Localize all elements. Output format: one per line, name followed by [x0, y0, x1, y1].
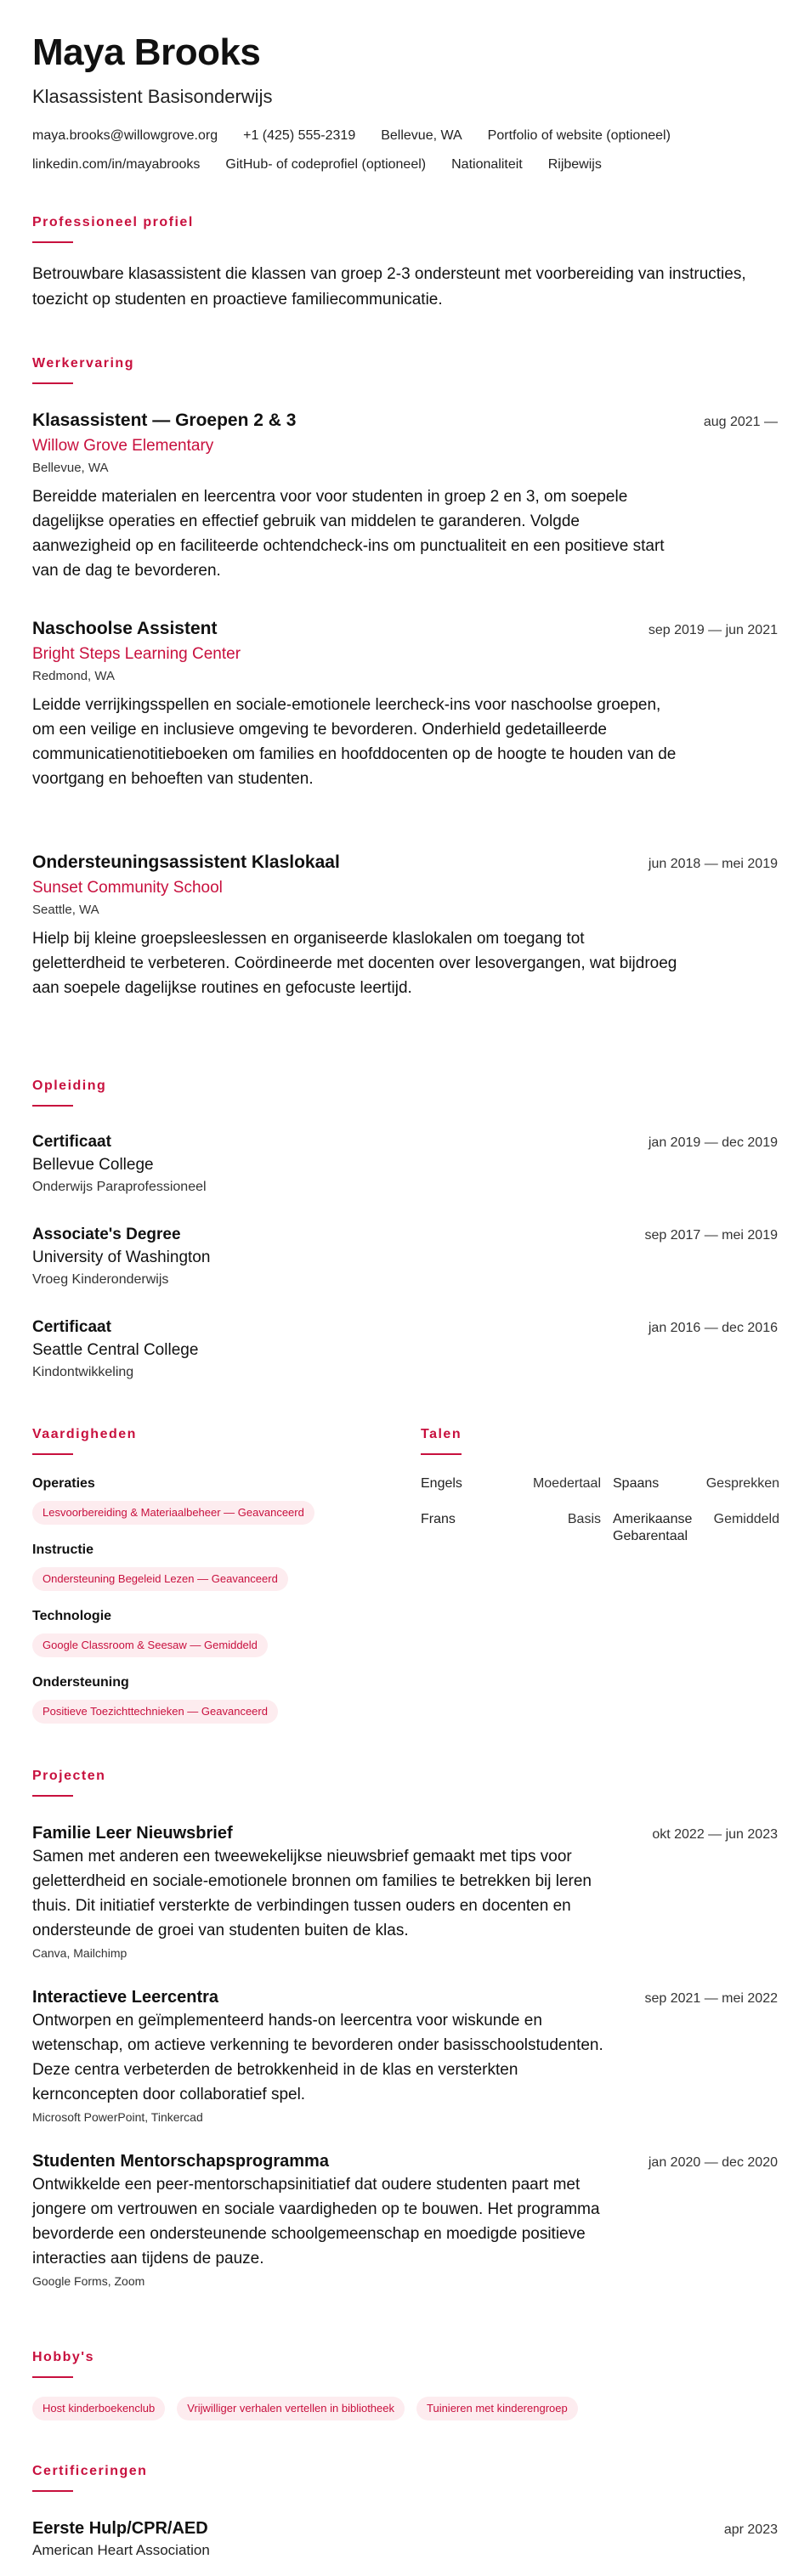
language-level: Gesprekken: [705, 1476, 779, 1491]
contact-location: Bellevue, WA: [381, 128, 462, 143]
job-description: Hielp bij kleine groepsleeslessen en organiseerde klaslokalen om toegang tot geletterdheid te verbeteren. Coördineerde met docenten over lesovergangen, wat bijdroeg aan soepele dagelijkse routines en gefocuste leertijd.: [32, 930, 677, 997]
section-heading: Talen: [421, 1427, 462, 1441]
experience-entry: [32, 410, 778, 583]
job-title: Klasassistent — Groepen 2 & 3: [32, 410, 297, 430]
contact-phone[interactable]: +1 (425) 555-2319: [243, 128, 356, 143]
skill-pill: Lesvoorbereiding & Materiaalbeheer — Geavanceerd: [32, 1501, 314, 1525]
job-dates: jun 2018 — mei 2019: [648, 857, 778, 871]
skill-pill: Ondersteuning Begeleid Lezen — Geavanceerd: [32, 1567, 288, 1591]
skill-group: [32, 1475, 406, 1525]
skill-category: Operaties: [32, 1476, 95, 1491]
education-dates: sep 2017 — mei 2019: [644, 1228, 778, 1243]
degree: Certificaat: [32, 1133, 111, 1151]
education-entry: [32, 1317, 778, 1382]
job-description: Bereidde materialen en leercentra voor voor studenten in groep 2 en 3, om soepele dagelijkse operaties en effectief gebruik van middelen te garanderen. Volgde aanwezigheid op en faciliteerde ochtendcheck-ins om punctualiteit en een positieve start van de dag te bevorderen.: [32, 488, 665, 580]
education-entry: [32, 1132, 778, 1197]
skill-category: Instructie: [32, 1543, 94, 1557]
project-title: Interactieve Leercentra: [32, 1988, 219, 2007]
project-description: Ontworpen en geïmplementeerd hands-on leercentra voor wiskunde en wetenschap, om actieve verkenning te bevorderen onder basisschoolstudenten. Deze centra verbeterden de betrokkenheid in de klas en versterkten kernconcepten door collaboratief spel.: [32, 2012, 603, 2103]
job-description: Leidde verrijkingsspellen en sociale-emotionele leercheck-ins voor naschoolse groepen, om een veilige en inclusieve omgeving te bevorderen. Onderhield gedetailleerde communicatienotitieboeken om families en hoofddocenten op de hoogte te houden van de voortgang en behoeften van studenten.: [32, 696, 677, 788]
degree: Certificaat: [32, 1318, 111, 1336]
degree: Associate's Degree: [32, 1226, 181, 1243]
skill-group: [32, 1608, 406, 1657]
contact-list: [32, 127, 778, 173]
certification-date: apr 2023: [723, 2522, 778, 2537]
field-of-study: Vroeg Kinderonderwijs: [32, 1272, 169, 1287]
section-heading: Hobby's: [32, 2350, 94, 2364]
field-of-study: Onderwijs Paraprofessioneel: [32, 1180, 207, 1194]
language-level: Moedertaal: [532, 1476, 601, 1491]
project-dates: okt 2022 — jun 2023: [652, 1827, 778, 1842]
job-location: Redmond, WA: [32, 669, 115, 683]
section-heading: Projecten: [32, 1769, 106, 1783]
certification-entry: [32, 2517, 778, 2560]
certification-title: Eerste Hulp/CPR/AED: [32, 2519, 208, 2538]
school: Seattle Central College: [32, 1341, 199, 1359]
project-dates: jan 2020 — dec 2020: [648, 2155, 778, 2170]
project-description: Ontwikkelde een peer-mentorschapsinitiatief dat oudere studenten paart met jongere om vertrouwen en sociale vaardigheden op te bouwen. Het programma bevorderde een ondersteunende schoolgemeenschap en moedigde positieve interacties aan tijdens de pauze.: [32, 2176, 600, 2267]
header: [32, 32, 778, 173]
skills-section: [32, 1426, 406, 1724]
project-title: Familie Leer Nieuwsbrief: [32, 1824, 233, 1843]
education-section: [32, 1078, 778, 1107]
hobbies-section: [32, 2349, 778, 2420]
job-dates: aug 2021 —: [703, 415, 778, 429]
section-heading: Certificeringen: [32, 2464, 148, 2478]
contact-github[interactable]: GitHub- of codeprofiel (optioneel): [225, 157, 427, 172]
section-heading: Professioneel profiel: [32, 215, 194, 229]
section-divider: [32, 382, 73, 384]
employer: Sunset Community School: [32, 879, 223, 897]
education-entry: [32, 1225, 778, 1289]
section-divider: [32, 1795, 73, 1797]
job-title: Klasassistent Basisonderwijs: [32, 86, 273, 107]
contact-drivers-license: Rijbewijs: [547, 157, 602, 172]
section-divider: [32, 1453, 73, 1455]
project-description: Samen met anderen een tweewekelijkse nieuwsbrief gemaakt met tips voor geletterdheid en sociale-emotionele bronnen om families te betrekken bij leren thuis. Dit initiatief versterkte de verbindingen tussen ouders en docenten en ondersteunde de groei van studenten buiten de klas.: [32, 1848, 592, 1939]
employer: Willow Grove Elementary: [32, 437, 214, 455]
certification-issuer: American Heart Association: [32, 2542, 210, 2558]
section-divider: [32, 241, 73, 243]
job-location: Bellevue, WA: [32, 461, 109, 475]
hobby-pill: Host kinderboekenclub: [32, 2397, 165, 2420]
school: University of Washington: [32, 1248, 211, 1266]
education-dates: jan 2016 — dec 2016: [648, 1321, 778, 1335]
skill-pill: Google Classroom & Seesaw — Gemiddeld: [32, 1633, 268, 1657]
project-tools: Google Forms, Zoom: [32, 2274, 145, 2288]
project-entry: [32, 1822, 778, 1962]
project-entry: [32, 2150, 778, 2290]
certifications-section: [32, 2463, 778, 2492]
job-title: Naschoolse Assistent: [32, 619, 218, 638]
job-dates: sep 2019 — jun 2021: [648, 623, 778, 637]
language-name: Amerikaanse Gebarentaal: [613, 1512, 693, 1543]
section-heading: Opleiding: [32, 1079, 107, 1093]
language-level: Gemiddeld: [713, 1512, 779, 1526]
education-dates: jan 2019 — dec 2019: [648, 1135, 778, 1150]
employer: Bright Steps Learning Center: [32, 645, 241, 663]
skill-group: [32, 1674, 406, 1724]
hobby-pill: Tuinieren met kinderengroep: [416, 2397, 578, 2420]
field-of-study: Kindontwikkeling: [32, 1365, 134, 1379]
profile-section: [32, 214, 778, 313]
skill-category: Ondersteuning: [32, 1675, 129, 1690]
section-heading: Werkervaring: [32, 356, 134, 371]
contact-portfolio[interactable]: Portfolio of website (optioneel): [487, 128, 671, 143]
school: Bellevue College: [32, 1156, 154, 1174]
section-divider: [32, 2490, 73, 2492]
project-entry: [32, 1986, 778, 2126]
hobby-list: [32, 2397, 778, 2420]
job-location: Seattle, WA: [32, 903, 99, 917]
language-list: [421, 1475, 778, 1545]
experience-entry: [32, 852, 778, 1000]
language-name: Frans: [421, 1512, 456, 1526]
section-heading: Vaardigheden: [32, 1427, 137, 1441]
contact-email[interactable]: maya.brooks@willowgrove.org: [32, 128, 218, 143]
section-divider: [421, 1453, 462, 1455]
contact-nationality: Nationaliteit: [451, 157, 523, 172]
profile-summary: Betrouwbare klasassistent die klassen van groep 2-3 ondersteunt met voorbereiding van instructies, toezicht op studenten en proactieve familiecommunicatie.: [32, 265, 746, 309]
candidate-name: Maya Brooks: [32, 31, 261, 73]
skill-pill: Positieve Toezichttechnieken — Geavanceerd: [32, 1700, 278, 1724]
languages-section: [421, 1426, 778, 1545]
skill-group: [32, 1542, 406, 1591]
section-divider: [32, 2376, 73, 2378]
job-title: Ondersteuningsassistent Klaslokaal: [32, 852, 340, 872]
project-tools: Microsoft PowerPoint, Tinkercad: [32, 2110, 203, 2124]
contact-linkedin[interactable]: linkedin.com/in/mayabrooks: [32, 157, 201, 172]
language-level: Basis: [567, 1512, 601, 1526]
experience-entry: [32, 618, 778, 791]
projects-section: [32, 1768, 778, 1797]
section-divider: [32, 1105, 73, 1107]
language-name: Engels: [421, 1476, 462, 1491]
hobby-pill: Vrijwilliger verhalen vertellen in bibliotheek: [177, 2397, 405, 2420]
project-dates: sep 2021 — mei 2022: [644, 1991, 778, 2006]
skill-category: Technologie: [32, 1609, 112, 1623]
project-title: Studenten Mentorschapsprogramma: [32, 2152, 329, 2171]
language-name: Spaans: [613, 1476, 660, 1491]
project-tools: Canva, Mailchimp: [32, 1946, 127, 1960]
experience-section: [32, 355, 778, 384]
